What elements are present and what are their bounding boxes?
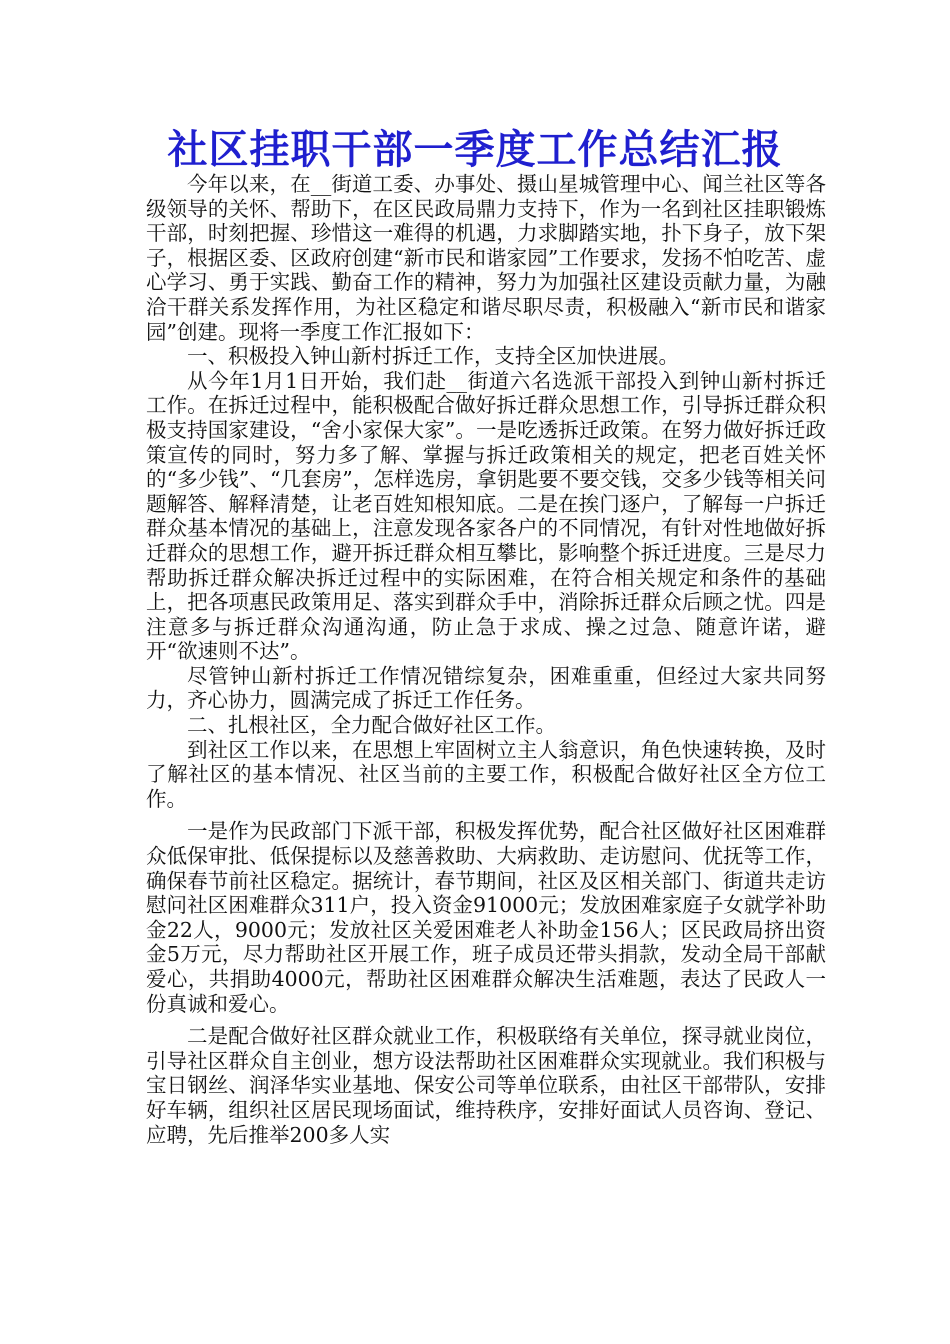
paragraph-employment: 二是配合做好社区群众就业工作，积极联络有关单位，探寻就业岗位，引导社区群众自主创业，想方设法帮助社区困难群众实现就业。我们积极与宝日钢丝、润泽华实业基地、保安公司等单位联系，由社区干部带队，安排好车辆，组织社区居民现场面试，维持秩序，安排好面试人员咨询、登记、应聘，先后推举200多人实 [146, 1024, 826, 1147]
paragraph-civil-affairs: 一是作为民政部门下派干部，积极发挥优势，配合社区做好社区困难群众低保审批、低保提标以及慈善救助、大病救助、走访慰问、优抚等工作，确保春节前社区稳定。据统计，春节期间，社区及区相关部门、街道共走访慰问社区困难群众311户，投入资金91000元；发放困难家庭子女就学补助金22人，9000元；发放社区关爱困难老人补助金156人；区民政局挤出资金5万元，尽力帮助社区开展工作，班子成员还带头捐款，发动全局干部献爱心，共捐助4000元，帮助社区困难群众解决生活难题，表达了民政人一份真诚和爱心。 [146, 819, 826, 1016]
paragraph-heading-2: 二、扎根社区，全力配合做好社区工作。 [187, 713, 556, 738]
paragraph-demolition-work: 从今年1月1日开始，我们赴__街道六名选派干部投入到钟山新村拆迁工作。在拆迁过程中，能积极配合做好拆迁群众思想工作，引导拆迁群众积极支持国家建设，“舍小家保大家”。一是吃透拆迁政策。在努力做好拆迁政策宣传的同时，努力多了解、掌握与拆迁政策相关的规定，把老百姓关怀的“多少钱”、“几套房”，怎样选房，拿钥匙要不要交钱，交多少钱等相关问题解答、解释清楚，让老百姓知根知底。二是在挨门逐户，了解每一户拆迁群众基本情况的基础上，注意发现各家各户的不同情况，有针对性地做好拆迁群众的思想工作，避开拆迁群众相互攀比，影响整个拆迁进度。三是尽力帮助拆迁群众解决拆迁过程中的实际困难，在符合相关规定和条件的基础上，把各项惠民政策用足、落实到群众手中，消除拆迁群众后顾之忧。四是注意多与拆迁群众沟通沟通，防止急于求成、操之过急、随意许诺，避开“欲速则不达”。 [146, 368, 826, 664]
paragraph-demolition-result: 尽管钟山新村拆迁工作情况错综复杂，困难重重，但经过大家共同努力，齐心协力，圆满完成了拆迁工作任务。 [146, 663, 826, 713]
paragraph-intro: 今年以来，在__街道工委、办事处、摄山星城管理中心、闻兰社区等各级领导的关怀、帮助下，在区民政局鼎力支持下，作为一名到社区挂职锻炼干部，时刻把握、珍惜这一难得的机遇，力求脚踏实地，扑下身子，放下架子，根据区委、区政府创建“新市民和谐家园”工作要求，发扬不怕吃苦、虚心学习、勇于实践、勤奋工作的精神，努力为加强社区建设贡献力量，为融洽干群关系发挥作用，为社区稳定和谐尽职尽责，积极融入“新市民和谐家园”创建。现将一季度工作汇报如下： [146, 172, 826, 344]
paragraph-community-intro: 到社区工作以来，在思想上牢固树立主人翁意识，角色快速转换，及时了解社区的基本情况、社区当前的主要工作，积极配合做好社区全方位工作。 [146, 737, 826, 811]
document-body [146, 172, 826, 1147]
paragraph-heading-1: 一、积极投入钟山新村拆迁工作，支持全区加快进展。 [187, 344, 679, 369]
document-title: 社区挂职干部一季度工作总结汇报 [167, 126, 783, 173]
